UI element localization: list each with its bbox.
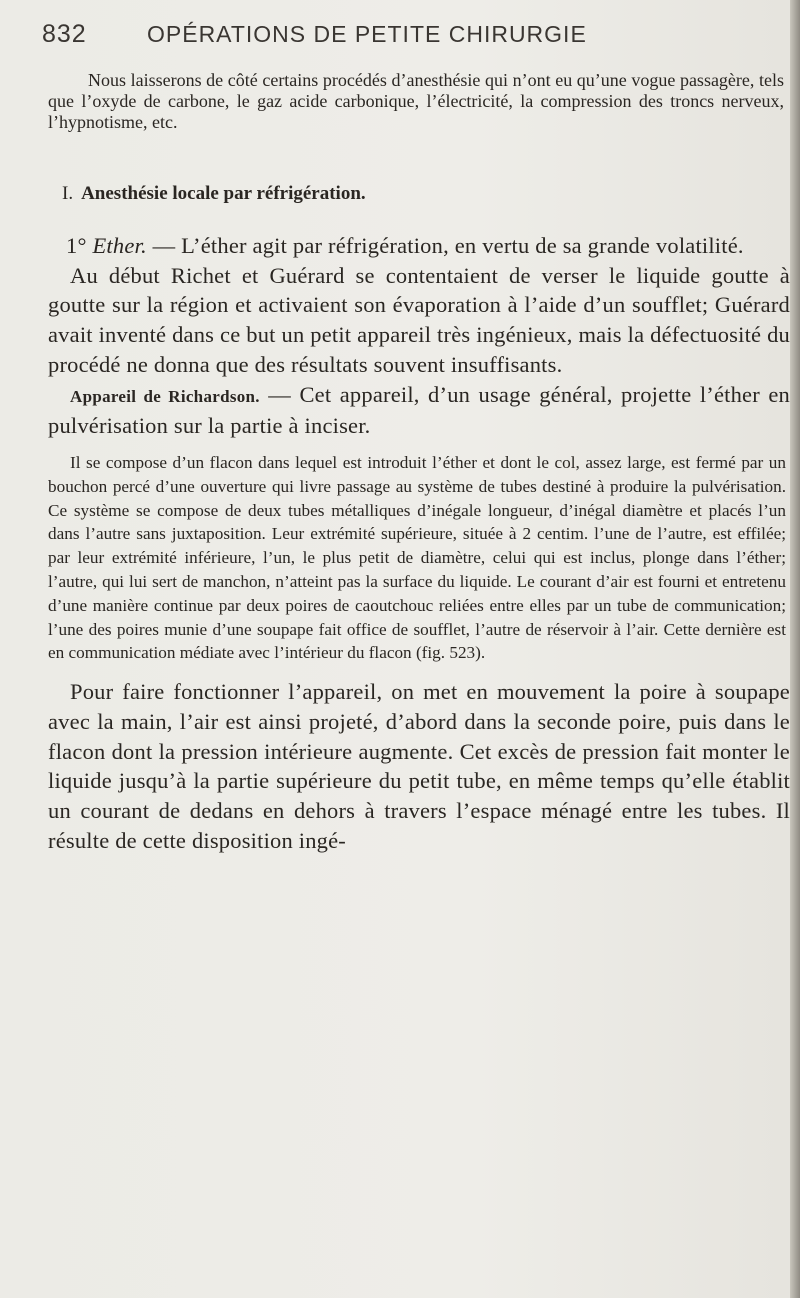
section-heading	[62, 183, 790, 205]
description-paragraph: Il se compose d’un flacon dans lequel est introduit l’éther et dont le col, assez large, est fermé par un bouchon percé d’une ouverture qui livre passage au système de tubes destiné à produire la pulvérisation. Ce système se compose de deux tubes métalliques d’inégale longueur, d’inégal diamètre et placés l’un dans l’autre sans juxtaposition. Leur extrémité supérieure, située à 2 centim. l’une de l’autre, est effilée; par leur extrémité inférieure, l’un, le plus petit de diamètre, celui qui est inclus, plonge dans l’éther; l’autre, qui lui sert de manchon, n’atteint pas la surface du liquide. Le courant d’air est fourni et entretenu d’une manière continue par deux poires de caoutchouc reliées entre elles par un tube de communication; l’une des poires munie d’une soupape fait office de soufflet, l’autre de réservoir à l’air. Cette dernière est en communication médiate avec l’intérieur du flacon (fig. 523).	[48, 452, 786, 663]
ether-text: — L’éther agit par réfrigération, en vertu de sa grande volatilité.	[146, 233, 744, 258]
section-number: I.	[62, 183, 74, 204]
ether-paragraph	[48, 231, 790, 261]
page-edge-shadow	[790, 0, 800, 1298]
ether-label: Ether.	[92, 233, 147, 258]
richardson-paragraph	[48, 380, 790, 441]
richardson-label: Appareil de Richardson.	[70, 386, 260, 406]
ether-number: 1°	[66, 233, 87, 258]
richardson-text: — Cet appareil, d’un usage général, projette l’éther en pulvérisation sur la partie à inciser.	[48, 381, 791, 439]
page-number: 832	[42, 20, 87, 48]
richet-paragraph: Au début Richet et Guérard se contentaient de verser le liquide goutte à goutte sur la région et activaient son évaporation à l’aide d’un soufflet; Guérard avait inventé dans ce but un petit appareil très ingénieux, mais la défectuosité du procédé ne donna que des résultats souvent insuffisants.	[48, 262, 790, 377]
running-head	[42, 20, 790, 64]
operation-paragraph: Pour faire fonctionner l’appareil, on met en mouvement la poire à soupape avec la main, l’air est ainsi projeté, d’abord dans la seconde poire, puis dans le flacon dont la pression intérieure augmente. Cet excès de pression fait monter le liquide jusqu’à la partie supérieure du petit tube, en même temps qu’elle établit un courant de dedans en dehors à travers l’espace ménagé entre les tubes. Il résulte de cette disposition ingé-	[48, 679, 790, 853]
running-title: OPÉRATIONS DE PETITE CHIRURGIE	[147, 21, 587, 47]
page-content	[42, 20, 791, 855]
intro-paragraph: Nous laisserons de côté certains procédés d’anesthésie qui n’ont eu qu’une vogue passagère, tels que l’oxyde de carbone, le gaz acide carbonique, l’électricité, la compression des troncs nerveux, l’hypnotisme, etc.	[48, 70, 784, 132]
section-title: Anesthésie locale par réfrigération.	[81, 183, 366, 204]
